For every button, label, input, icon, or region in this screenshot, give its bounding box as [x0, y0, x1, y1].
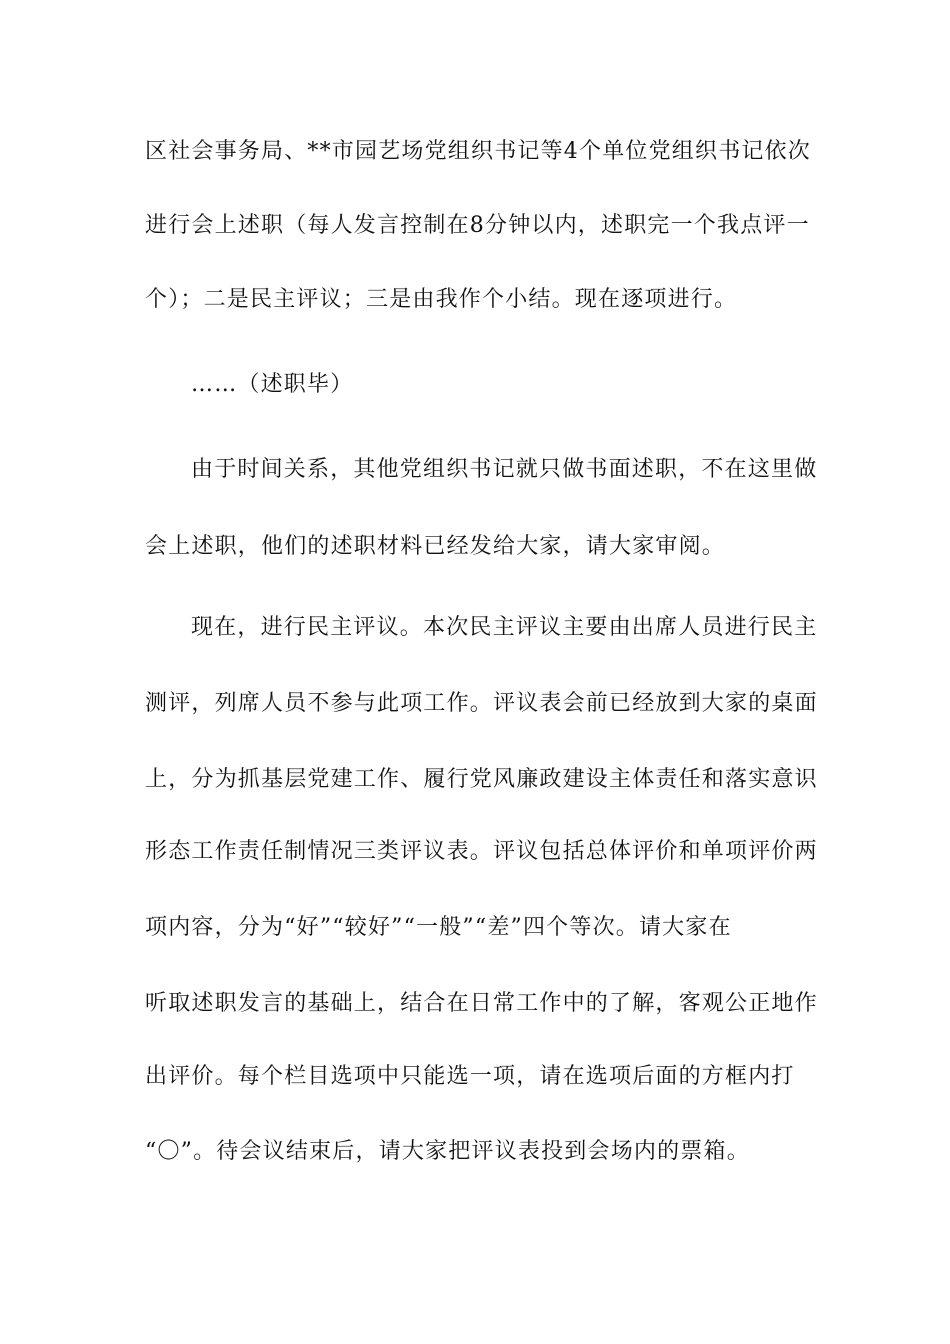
text-line: “〇”。待会议结束后，请大家把评议表投到会场内的票箱。 [145, 1139, 750, 1164]
text-line: 项内容，分为“好”“较好”“一般”“差”四个等次。请大家在 [145, 915, 732, 940]
text-line: 个）；二是民主评议；三是由我作个小结。现在逐项进行。 [145, 287, 738, 312]
text-line: 进行会上述职（每人发言控制在8分钟以内，述职完一个我点评一 [145, 213, 810, 238]
text-line: 形态工作责任制情况三类评议表。评议包括总体评价和单项评价两 [145, 839, 818, 864]
text-line: 由于时间关系，其他党组织书记就只做书面述职，不在这里做 [191, 457, 818, 482]
text-line: 听取述职发言的基础上，结合在日常工作中的了解，客观公正地作 [145, 991, 818, 1016]
text-line: 出评价。每个栏目选项中只能选一项，请在选项后面的方框内打 [145, 1064, 795, 1089]
text-line: 会上述职，他们的述职材料已经发给大家，请大家审阅。 [145, 534, 726, 559]
text-line: 区社会事务局、**市园艺场党组织书记等4个单位党组织书记依次 [145, 139, 811, 164]
text-line: 上，分为抓基层党建工作、履行党风廉政建设主体责任和落实意识 [145, 767, 818, 792]
text-line: 测评，列席人员不参与此项工作。评议表会前已经放到大家的桌面 [145, 691, 818, 716]
text-line: ……（述职毕） [191, 372, 354, 397]
text-line: 现在，进行民主评议。本次民主评议主要由出席人员进行民主 [191, 615, 818, 640]
